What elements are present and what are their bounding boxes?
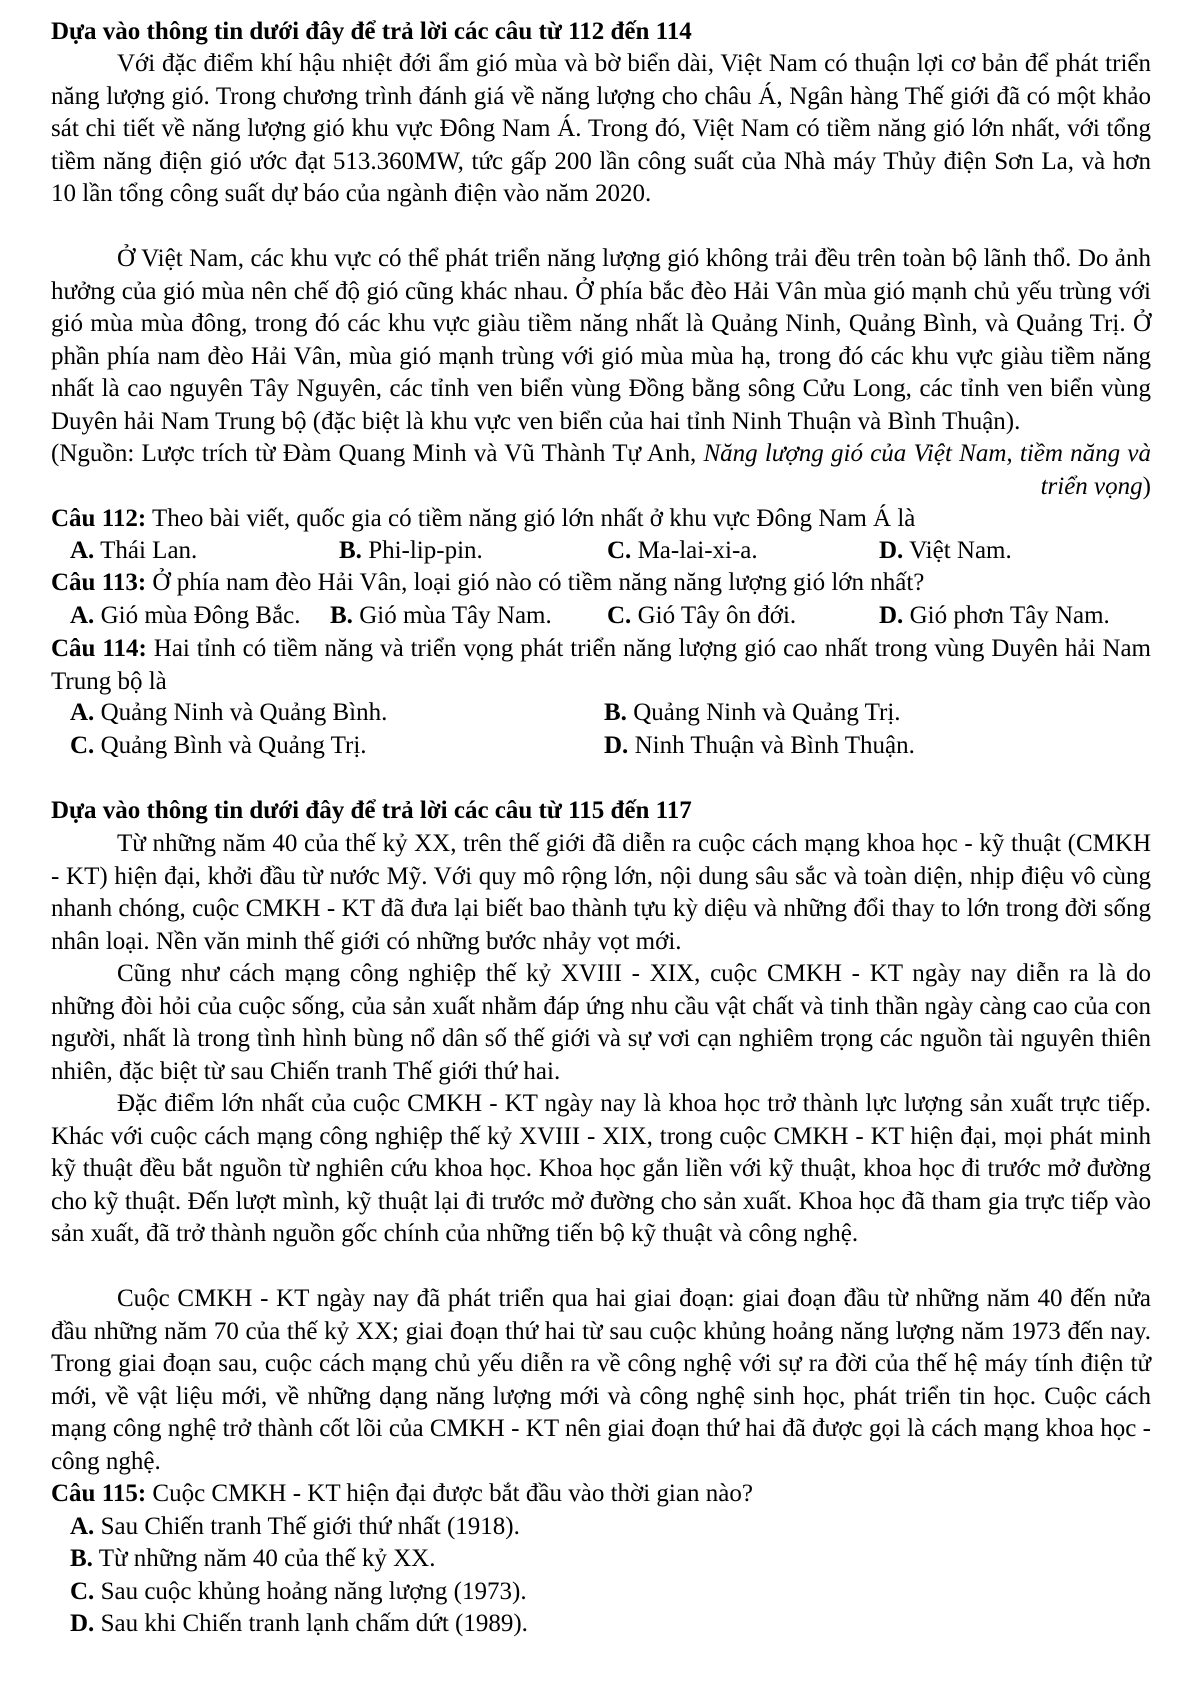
option-text: Sau khi Chiến tranh lạnh chấm dứt (1989). — [94, 1610, 528, 1637]
q113-option-b[interactable] — [330, 600, 552, 633]
option-letter: C. — [70, 1578, 95, 1605]
question-113 — [51, 567, 1151, 600]
option-text: Ma-lai-xi-a. — [631, 537, 758, 564]
q113-option-d[interactable] — [879, 600, 1110, 633]
section-heading-115-117: Dựa vào thông tin dưới đây để trả lời các câu từ 115 đến 117 — [51, 797, 692, 824]
option-text: Gió Tây ôn đới. — [631, 602, 797, 629]
option-text: Ninh Thuận và Bình Thuận. — [628, 732, 915, 759]
option-text: Từ những năm 40 của thế kỷ XX. — [92, 1545, 436, 1572]
question-114 — [51, 633, 1151, 698]
option-letter: D. — [70, 1610, 95, 1637]
option-text: Quảng Ninh và Quảng Bình. — [94, 699, 388, 726]
option-letter: D. — [604, 732, 629, 759]
passage-paragraph-1: Với đặc điểm khí hậu nhiệt đới ẩm gió mùa và bờ biển dài, Việt Nam có thuận lợi cơ bản để phát triển năng lượng gió. Trong chương trình đánh giá về năng lượng cho châu Á, Ngân hàng Thế giới đã có một khảo sát chi tiết về năng lượng gió khu vực Đông Nam Á. Trong đó, Việt Nam có tiềm năng gió lớn nhất, với tổng tiềm năng điện gió ước đạt 513.360MW, tức gấp 200 lần công suất của Nhà máy Thủy điện Sơn La, và hơn 10 lần tổng công suất dự báo của ngành điện vào năm 2020. — [51, 50, 1151, 207]
q113-option-c[interactable] — [607, 600, 796, 633]
q114-option-b[interactable] — [604, 697, 901, 730]
question-text: Cuộc CMKH - KT hiện đại được bắt đầu vào thời gian nào? — [146, 1480, 753, 1507]
passage2-paragraph-4: Cuộc CMKH - KT ngày nay đã phát triển qua hai giai đoạn: giai đoạn đầu từ những năm 40 đến nửa đầu những năm 70 của thế kỷ XX; giai đoạn thứ hai từ sau cuộc khủng hoảng năng lượng năm 1973 đến nay. Trong giai đoạn sau, cuộc cách mạng chủ yếu diễn ra về công nghệ với sự ra đời của thế hệ máy tính điện tử mới, về vật liệu mới, về những dạng năng lượng mới và công nghệ sinh học, phát triển tin học. Cuộc cách mạng công nghệ trở thành cốt lõi của CMKH - KT nên giai đoạn thứ hai đã được gọi là cách mạng khoa học - công nghệ. — [51, 1285, 1151, 1475]
option-letter: A. — [70, 699, 95, 726]
question-text: Theo bài viết, quốc gia có tiềm năng gió lớn nhất ở khu vực Đông Nam Á là — [146, 505, 916, 532]
option-letter: A. — [70, 602, 95, 629]
q115-option-d[interactable] — [70, 1608, 528, 1641]
option-text: Quảng Ninh và Quảng Trị. — [626, 699, 901, 726]
option-letter: C. — [607, 602, 632, 629]
option-text: Gió mùa Tây Nam. — [352, 602, 552, 629]
question-112 — [51, 503, 1151, 536]
question-label: Câu 115: — [51, 1480, 147, 1507]
option-text: Gió phơn Tây Nam. — [903, 602, 1110, 629]
option-text: Gió mùa Đông Bắc. — [94, 602, 301, 629]
question-label: Câu 113: — [51, 569, 147, 596]
q115-option-c[interactable] — [70, 1576, 527, 1609]
q115-option-b[interactable] — [70, 1543, 436, 1576]
q112-option-b[interactable] — [339, 535, 483, 568]
question-text: Ở phía nam đèo Hải Vân, loại gió nào có tiềm năng năng lượng gió lớn nhất? — [146, 569, 925, 596]
source-prefix: (Nguồn: Lược trích từ Đàm Quang Minh và Vũ Thành Tự Anh, — [51, 440, 704, 467]
option-letter: C. — [70, 732, 95, 759]
q114-option-a[interactable] — [70, 697, 387, 730]
q112-option-a[interactable] — [70, 535, 197, 568]
option-letter: B. — [70, 1545, 93, 1572]
passage2-paragraph-3: Đặc điểm lớn nhất của cuộc CMKH - KT ngày nay là khoa học trở thành lực lượng sản xuất trực tiếp. Khác với cuộc cách mạng công nghiệp thế kỷ XVIII - XIX, trong cuộc CMKH - KT hiện đại, mọi phát minh kỹ thuật đều bắt nguồn từ nghiên cứu khoa học. Khoa học gắn liền với kỹ thuật, khoa học đi trước mở đường cho kỹ thuật. Đến lượt mình, kỹ thuật lại đi trước mở đường cho sản xuất. Khoa học đã tham gia trực tiếp vào sản xuất, đã trở thành nguồn gốc chính của những tiến bộ kỹ thuật và công nghệ. — [51, 1090, 1151, 1247]
passage-source — [51, 438, 1151, 503]
option-letter: C. — [607, 537, 632, 564]
q114-option-c[interactable] — [70, 730, 367, 763]
q112-option-d[interactable] — [879, 535, 1012, 568]
passage2-paragraph-1: Từ những năm 40 của thế kỷ XX, trên thế giới đã diễn ra cuộc cách mạng khoa học - kỹ thuật (CMKH - KT) hiện đại, khởi đầu từ nước Mỹ. Với quy mô rộng lớn, nội dung sâu sắc và toàn diện, nhịp điệu vô cùng nhanh chóng, cuộc CMKH - KT đã đưa lại biết bao thành tựu kỳ diệu và những đổi thay to lớn trong đời sống nhân loại. Nền văn minh thế giới có những bước nhảy vọt mới. — [51, 830, 1151, 955]
option-text: Sau Chiến tranh Thế giới thứ nhất (1918). — [94, 1513, 520, 1540]
question-label: Câu 114: — [51, 635, 147, 662]
question-text: Hai tỉnh có tiềm năng và triển vọng phát triển năng lượng gió cao nhất trong vùng Duyên hải Nam Trung bộ là — [51, 635, 1151, 695]
q113-option-a[interactable] — [70, 600, 301, 633]
option-letter: D. — [879, 537, 904, 564]
option-text: Sau cuộc khủng hoảng năng lượng (1973). — [94, 1578, 527, 1605]
option-letter: B. — [339, 537, 362, 564]
option-text: Phi-lip-pin. — [361, 537, 483, 564]
option-letter: B. — [330, 602, 353, 629]
passage2-paragraph-2: Cũng như cách mạng công nghiệp thế kỷ XVIII - XIX, cuộc CMKH - KT ngày nay diễn ra là do những đòi hỏi của cuộc sống, của sản xuất nhằm đáp ứng nhu cầu vật chất và tinh thần ngày càng cao của con người, nhất là trong tình hình bùng nổ dân số thế giới và sự vơi cạn nghiêm trọng các nguồn tài nguyên thiên nhiên, đặc biệt từ sau Chiến tranh Thế giới thứ hai. — [51, 960, 1151, 1085]
q115-option-a[interactable] — [70, 1511, 520, 1544]
source-title: Năng lượng gió của Việt Nam, tiềm năng và triển vọng — [703, 440, 1151, 500]
q114-option-d[interactable] — [604, 730, 915, 763]
option-letter: D. — [879, 602, 904, 629]
option-letter: A. — [70, 1513, 95, 1540]
question-label: Câu 112: — [51, 505, 147, 532]
option-text: Thái Lan. — [94, 537, 198, 564]
option-text: Việt Nam. — [903, 537, 1012, 564]
option-text: Quảng Bình và Quảng Trị. — [94, 732, 367, 759]
passage-paragraph-2: Ở Việt Nam, các khu vực có thể phát triển năng lượng gió không trải đều trên toàn bộ lãnh thổ. Do ảnh hưởng của gió mùa nên chế độ gió cũng khác nhau. Ở phía bắc đèo Hải Vân mùa gió mạnh chủ yếu trùng với gió mùa mùa đông, trong đó các khu vực giàu tiềm năng nhất là Quảng Ninh, Quảng Bình, và Quảng Trị. Ở phần phía nam đèo Hải Vân, mùa gió mạnh trùng với gió mùa mùa hạ, trong đó các khu vực giàu tiềm năng nhất là cao nguyên Tây Nguyên, các tỉnh ven biển vùng Đồng bằng sông Cửu Long, các tỉnh ven biển vùng Duyên hải Nam Trung bộ (đặc biệt là khu vực ven biển của hai tỉnh Ninh Thuận và Bình Thuận). — [51, 245, 1151, 435]
source-suffix: ) — [1142, 472, 1151, 500]
option-letter: A. — [70, 537, 95, 564]
question-115 — [51, 1478, 1151, 1511]
option-letter: B. — [604, 699, 627, 726]
q112-option-c[interactable] — [607, 535, 758, 568]
section-heading-112-114: Dựa vào thông tin dưới đây để trả lời các câu từ 112 đến 114 — [51, 18, 692, 45]
